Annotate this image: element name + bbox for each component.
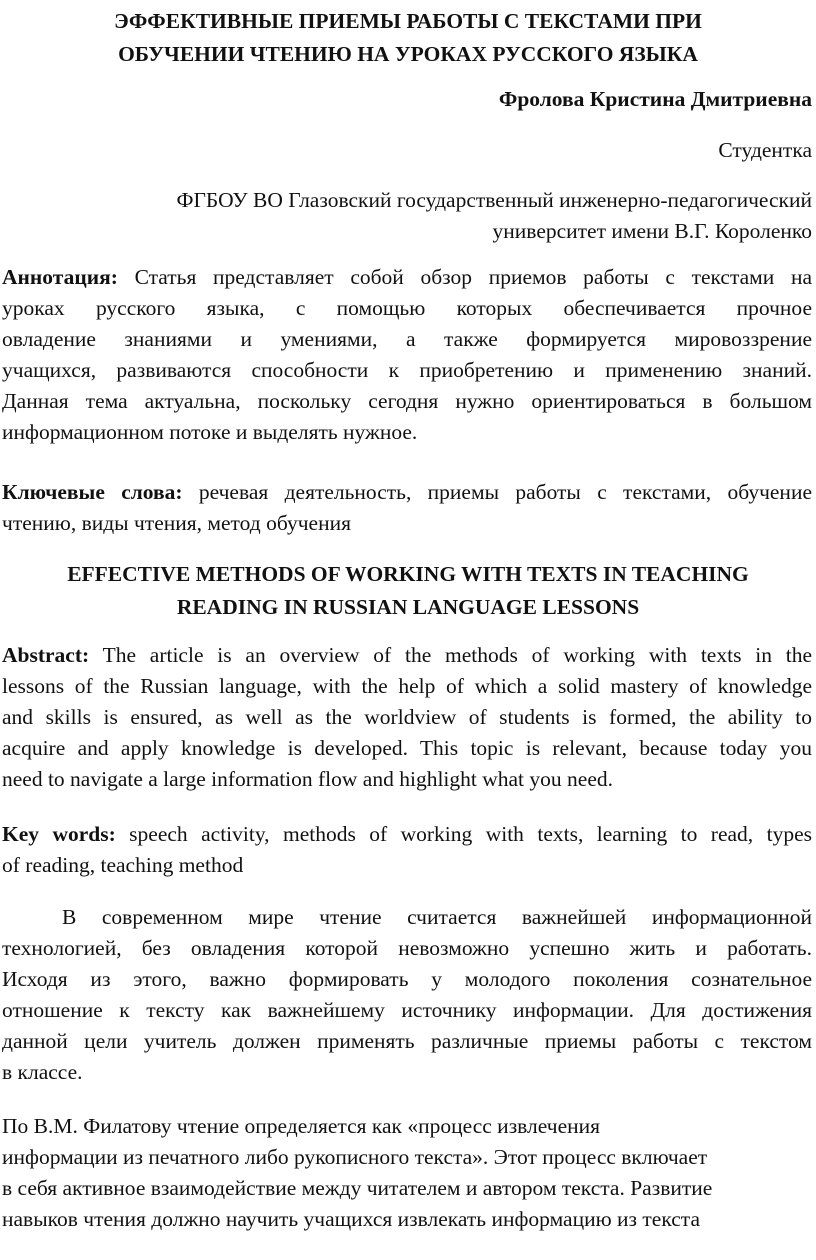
title-ru [0,5,816,71]
annotation-ru [2,262,812,448]
abstract-line: lessons of the Russian language, with the help of which a solid mastery of knowledge [2,674,812,698]
keywords-ru [2,477,812,539]
abstract-label: Abstract: [2,643,90,667]
body-line: Исходя из этого, важно формировать у молодого поколения сознательное [2,967,812,991]
annotation-line: Данная тема актуальна, поскольку сегодня нужно ориентироваться в большом [2,389,812,413]
annotation-line: уроках русского языка, с помощью которых обеспечивается прочное [2,296,812,320]
keywords-ru-label: Ключевые слова: [2,480,183,504]
title-en [0,558,816,624]
body-line: В современном мире чтение считается важнейшей информационной [62,905,812,929]
title-ru-line: ОБУЧЕНИИ ЧТЕНИЮ НА УРОКАХ РУССКОГО ЯЗЫКА [118,42,698,66]
keywords-en-label: Key words: [2,822,116,846]
body-line: информации из печатного либо рукописного текста». Этот процесс включает [2,1145,708,1169]
keywords-en-line: of reading, teaching method [2,853,244,877]
body-line: навыков чтения должно научить учащихся извлекать информацию из текста [2,1207,700,1231]
abstract-line: and skills is ensured, as well as the worldview of students is formed, the ability to [2,705,812,729]
body-line: в классе. [2,1060,83,1084]
title-en-line: READING IN RUSSIAN LANGUAGE LESSONS [176,595,640,619]
organization-line: ФГБОУ ВО Глазовский государственный инженерно-педагогический [176,188,812,212]
keywords-ru-line: чтению, виды чтения, метод обучения [2,511,351,535]
keywords-ru-line: речевая деятельность, приемы работы с текстами, обучение [182,480,812,504]
body-line: технологией, без овладения которой невозможно успешно жить и работать. [2,936,812,960]
annotation-line: Статья представляет собой обзор приемов работы с текстами на [117,265,812,289]
body-paragraph-2 [2,1111,812,1235]
abstract-en [2,640,812,795]
title-en-line: EFFECTIVE METHODS OF WORKING WITH TEXTS IN TEACHING [67,562,749,586]
body-line: По В.М. Филатову чтение определяется как «процесс извлечения [2,1114,601,1138]
body-line: отношение к тексту как важнейшему источнику информации. Для достижения [2,998,812,1022]
author-name: Фролова Кристина Дмитриевна [498,87,812,111]
author-organization [176,185,812,247]
author-position: Студентка [718,138,812,162]
body-line: в себя активное взаимодействие между читателем и автором текста. Развитие [2,1176,713,1200]
keywords-en [2,819,812,881]
keywords-en-line: speech activity, methods of working with texts, learning to read, types [115,822,812,846]
title-ru-line: ЭФФЕКТИВНЫЕ ПРИЕМЫ РАБОТЫ С ТЕКСТАМИ ПРИ [114,9,702,33]
annotation-line: учащихся, развиваются способности к приобретению и применению знаний. [2,358,812,382]
annotation-line: информационном потоке и выделять нужное. [2,420,418,444]
abstract-line: The article is an overview of the methods of working with texts in the [89,643,812,667]
abstract-line: acquire and apply knowledge is developed. This topic is relevant, because today you [2,736,812,760]
abstract-line: need to navigate a large information flow and highlight what you need. [2,767,613,791]
body-paragraph-1 [2,902,812,1088]
organization-line: университет имени В.Г. Короленко [492,219,812,243]
body-line: данной цели учитель должен применять различные приемы работы с текстом [2,1029,812,1053]
annotation-line: овладение знаниями и умениями, а также формируется мировоззрение [2,327,812,351]
annotation-label: Аннотация: [2,265,118,289]
